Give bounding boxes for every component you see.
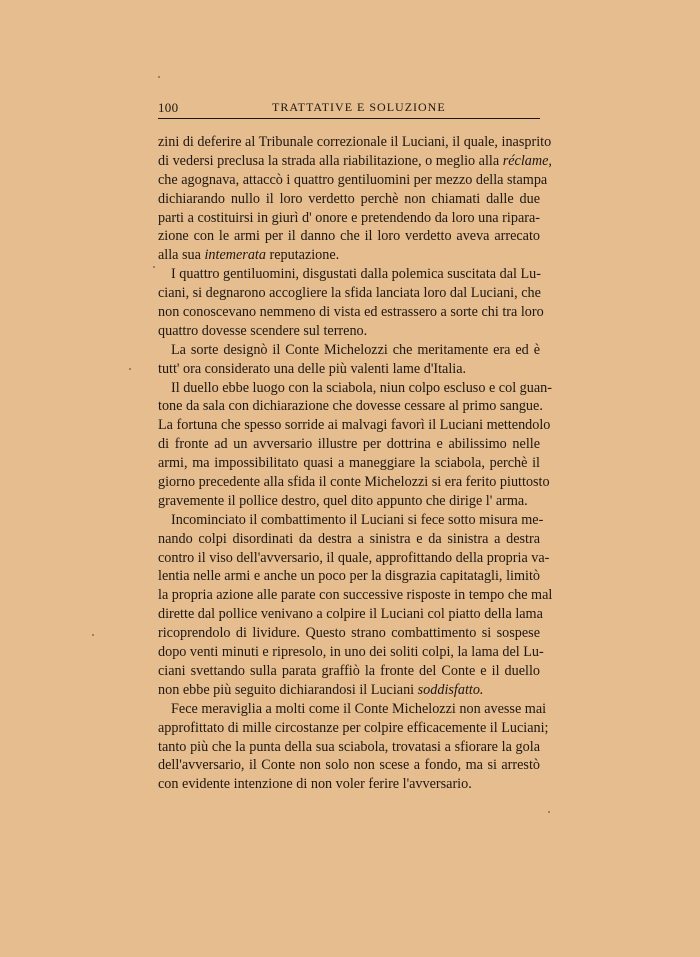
italic-word: réclame, (502, 152, 552, 169)
text-line: ciani, si degnarono accogliere la sfida lanciata loro dal Luciani, che (158, 285, 541, 302)
text-line: La fortuna che spesso sorride ai malvagi favorì il Luciani mettendolo (158, 417, 551, 434)
text-line: tanto più che la punta della sua sciabola, trovatasi a sfiorare la gola (158, 738, 540, 755)
paragraph-start-line: I quattro gentiluomini, disgustati dalla polemica suscitata dal Lu- (171, 266, 541, 283)
text-line: dichiarando nullo il loro verdetto perchè non chiamati dalle due (158, 190, 540, 207)
text-line: zini di deferire al Tribunale correzionale il Luciani, il quale, inasprito (158, 134, 552, 150)
text-line: zione con le armi per il danno che il loro verdetto aveva arrecato (158, 228, 540, 245)
text-line: dopo venti minuti e ripresolo, in uno dei soliti colpi, la lama del Lu- (158, 644, 544, 661)
italic-word: soddisfatto. (417, 681, 484, 698)
page-header (158, 100, 540, 118)
body-text (158, 133, 553, 794)
paper-speck (158, 76, 160, 78)
paper-speck (92, 634, 94, 636)
text-line: dirette dal pollice venivano a colpire il Luciani col piatto della lama (158, 606, 543, 623)
italic-word: intemerata (204, 247, 266, 264)
paragraph-start-line: Incominciato il combattimento il Luciani si fece sotto misura me- (171, 511, 544, 528)
text-line: di vedersi preclusa la strada alla riabilitazione, o meglio alla réclame, (158, 152, 552, 169)
text-line: contro il viso dell'avversario, il quale, approfittando della propria va- (158, 549, 550, 566)
paper-speck (129, 368, 131, 370)
text-line: che agognava, attaccò i quattro gentiluomini per mezzo della stampa (158, 171, 548, 188)
text-line: tutt' ora considerato una delle più valenti lame d'Italia. (158, 360, 467, 377)
text-line: parti a costituirsi in giurì d' onore e pretendendo da loro una ripara- (158, 209, 540, 226)
text-line: di fronte ad un avversario illustre per dottrina e abilissimo nelle (158, 436, 540, 453)
paragraph-start-line: Il duello ebbe luogo con la sciabola, niun colpo escluso e col guan- (171, 379, 552, 396)
text-line: lentia nelle armi e anche un poco per la disgrazia capitatagli, limitò (158, 568, 540, 585)
header-rule (158, 118, 540, 119)
paper-speck (153, 266, 155, 268)
text-line: non conoscevano nemmeno di vista ed estrassero a sorte chi tra loro (158, 304, 544, 321)
text-line: quattro dovesse scendere sul terreno. (158, 322, 368, 339)
text-line: approfittato di mille circostanze per colpire efficacemente il Luciani; (158, 719, 549, 736)
text-line: non ebbe più seguito dichiarandosi il Luciani soddisfatto. (158, 681, 484, 698)
paragraph-start-line: La sorte designò il Conte Michelozzi che meritamente era ed è (171, 341, 540, 358)
paragraph-start-line: Fece meraviglia a molti come il Conte Michelozzi non avesse mai (171, 700, 547, 717)
text-line: alla sua intemerata reputazione. (158, 247, 340, 264)
text-line: giorno precedente alla sfida il conte Michelozzi si era ferito piuttosto (158, 474, 550, 491)
text-line: nando colpi disordinati da destra a sinistra e da sinistra a destra (158, 530, 540, 547)
page-number: 100 (158, 100, 179, 115)
text-line: gravemente il pollice destro, quel dito appunto che dirige l' arma. (158, 492, 528, 509)
text-line: dell'avversario, il Conte non solo non scese a fondo, ma si arrestò (158, 757, 540, 774)
text-line: ciani svettando sulla parata graffiò la fronte del Conte e il duello (158, 662, 540, 679)
text-line: armi, ma impossibilitato quasi a maneggiare la sciabola, perchè il (158, 455, 540, 472)
text-line: la propria azione alle parate con successive risposte in tempo che mal (158, 587, 553, 604)
running-title: TRATTATIVE E SOLUZIONE (272, 100, 446, 114)
text-line: con evidente intenzione di non voler ferire l'avversario. (158, 776, 472, 793)
text-line: tone da sala con dichiarazione che dovesse cessare al primo sangue. (158, 398, 543, 415)
paper-speck (548, 811, 550, 813)
text-line: ricoprendolo di lividure. Questo strano combattimento si sospese (158, 625, 540, 642)
